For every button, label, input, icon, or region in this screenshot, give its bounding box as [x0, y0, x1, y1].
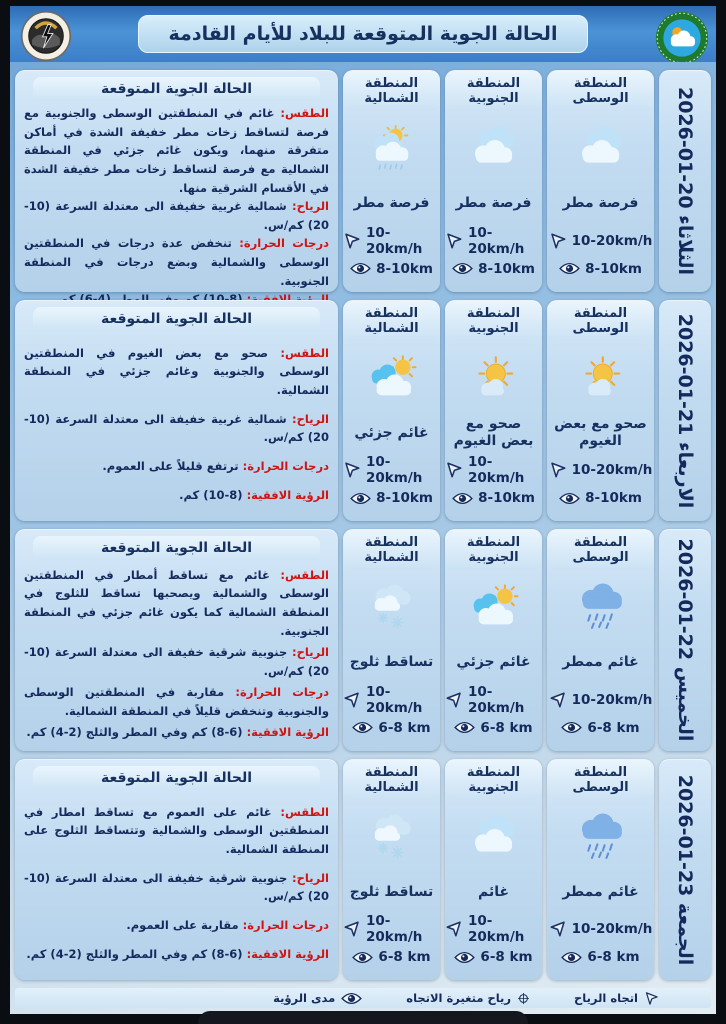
wind-speed: 10-20km/h [468, 454, 525, 486]
region-name: المنطقة الجنوبية [445, 71, 542, 111]
wind-speed: 10-20km/h [366, 224, 423, 257]
visibility-value: 8-10km [376, 260, 433, 277]
visibility-value: 8-10km [478, 490, 535, 506]
date-label: الاربعاء 21-01-2026 [674, 313, 696, 508]
wind-direction-icon [343, 232, 361, 250]
forecast-content [10, 62, 716, 1014]
condition-text: غائم جزئي [354, 424, 429, 441]
weather-line: الطقس: غائم على العموم مع تساقط امطار في المنطقتين الوسطى والشمالية وتتساقط الثلوج على المنطقة الشمالية. [24, 804, 329, 856]
wind-line: الرياح: شمالية غربية خفيفة الى معتدلة السرعة (10-20) كم/س. [24, 411, 329, 445]
temperature-line: درجات الحرارة: ترتفع قليلاً على العموم. [102, 459, 329, 474]
wind-direction-icon [445, 232, 463, 250]
wind-row [343, 224, 440, 257]
wind-speed: 10-20km/h [571, 691, 653, 708]
wind-row [343, 915, 440, 943]
visibility-value: 6-8 km [480, 949, 533, 965]
visibility-value: 8-10km [585, 260, 642, 277]
visibility-value: 8-10km [478, 260, 535, 277]
wind-row [445, 224, 542, 257]
wind-speed: 10-20km/h [366, 454, 423, 486]
weather-icon [343, 576, 440, 640]
meteorology-department-seal-logo [20, 10, 72, 66]
visibility-line: الرؤية الافقية: (6-8) كم وفي المطر والثلج (2-4) كم. [26, 725, 329, 740]
wind-direction-icon [343, 461, 361, 479]
visibility-line: الرؤية الافقية: (8-10) كم. [179, 488, 329, 503]
weather-line: الطقس: غائم في المنطقتين الوسطى والجنوبية مع فرصة لتساقط زخات مطر خفيفة الشدة في أماكن متفرقة منهما، ويكون غائم جزئي في المنطقة الشمالية مع فرصة لتساقط زخات مطر خفيفة الشدة في الأقسام الشرقية منها. [24, 106, 329, 195]
region-name: المنطقة الوسطى [547, 301, 654, 341]
condition-text: تساقط ثلوج [349, 883, 434, 900]
bottom-tab [198, 1011, 528, 1024]
eye-icon [341, 992, 362, 1005]
wind-direction-icon [445, 691, 463, 709]
wind-row [547, 686, 654, 714]
region-name: المنطقة الجنوبية [445, 530, 542, 570]
wind-row [445, 683, 542, 716]
date-strip [659, 70, 711, 292]
wind-direction-icon [343, 691, 361, 709]
wind-direction-icon [445, 920, 463, 938]
weather-icon [547, 117, 654, 181]
wind-speed: 10-20km/h [468, 224, 525, 257]
wind-line: الرياح: شمالية غربية خفيفة الى معتدلة السرعة (10-20) كم/س. [24, 199, 329, 232]
wind-direction-icon [549, 691, 567, 709]
day-row-thursday [15, 529, 711, 751]
region-cell-southern [445, 759, 542, 981]
eye-icon [352, 721, 373, 734]
forecast-title: الحالة الجوية المتوقعة [33, 536, 320, 560]
region-cell-northern [343, 300, 440, 522]
visibility-row [343, 484, 440, 512]
forecast-body [24, 104, 329, 309]
region-name: المنطقة الوسطى [547, 71, 654, 111]
eye-icon [561, 721, 582, 734]
header-band [10, 6, 716, 62]
region-cell-northern [343, 529, 440, 751]
forecast-box [15, 70, 338, 292]
date-strip [659, 300, 711, 522]
region-name: المنطقة الجنوبية [445, 301, 542, 341]
condition-text: صحو مع بعض الغيوم [453, 415, 534, 450]
wind-line: الرياح: جنوبية شرقية خفيفة الى معتدلة السرعة (10-20) كم/س. [24, 870, 329, 904]
wind-row [547, 456, 654, 484]
visibility-row [547, 714, 654, 742]
wind-row [445, 915, 542, 943]
condition-text: غائم [477, 883, 510, 900]
region-cell-southern [445, 70, 542, 292]
visibility-row [343, 255, 440, 283]
meteorology-authority-emblem-logo [654, 10, 710, 70]
temperature-line: درجات الحرارة: مقاربة في المنطقتين الوسطى والجنوبية وتنخفض قليلاً في المنطقة الشمالية. [24, 685, 329, 718]
region-name: المنطقة الشمالية [343, 301, 440, 341]
visibility-value: 8-10km [376, 490, 433, 506]
wind-row [445, 456, 542, 484]
region-cell-southern [445, 529, 542, 751]
region-cell-southern [445, 300, 542, 522]
visibility-row [445, 714, 542, 742]
region-cell-northern [343, 70, 440, 292]
wind-speed: 10-20km/h [468, 913, 525, 945]
condition-text: فرصة مطر [353, 195, 430, 211]
visibility-row [445, 943, 542, 971]
wind-arrow-icon [644, 991, 659, 1006]
condition-text: صحو مع بعض الغيوم [554, 415, 647, 450]
region-cell-northern [343, 759, 440, 981]
condition-text: غائم ممطر [562, 654, 639, 670]
weather-line: الطقس: صحو مع بعض الغيوم في المنطقتين الوسطى والجنوبية وغائم جزئي في المنطقة الشمالية. [24, 345, 330, 397]
visibility-value: 6-8 km [378, 719, 431, 736]
forecast-box [15, 300, 338, 522]
wind-speed: 10-20km/h [366, 683, 423, 716]
condition-text: غائم جزئي [456, 654, 531, 670]
date-strip [659, 759, 711, 981]
eye-icon [559, 492, 580, 505]
wind-direction-icon [445, 461, 463, 479]
weather-icon [445, 576, 542, 640]
weather-icon [445, 806, 542, 870]
visibility-row [547, 484, 654, 512]
day-row-wednesday [15, 300, 711, 522]
wind-direction-icon [549, 461, 567, 479]
temperature-line: درجات الحرارة: تنخفض عدة درجات في المنطقتين الوسطى والشمالية وبضع درجات في المنطقة الجنوبية. [24, 236, 329, 288]
date-strip [659, 529, 711, 751]
weather-icon [547, 806, 654, 870]
eye-icon [454, 721, 475, 734]
weather-icon [343, 117, 440, 181]
eye-icon [452, 492, 473, 505]
eye-icon [350, 262, 371, 275]
wind-speed: 10-20km/h [571, 921, 653, 937]
region-cell-central [547, 70, 654, 292]
forecast-body [24, 793, 329, 975]
visibility-row [343, 714, 440, 742]
date-label: الخميس 22-01-2026 [674, 538, 696, 742]
forecast-body [24, 563, 329, 745]
condition-text: غائم ممطر [562, 883, 639, 900]
forecast-title: الحالة الجوية المتوقعة [33, 307, 320, 331]
visibility-row [445, 484, 542, 512]
wind-row [547, 227, 654, 255]
region-cell-central [547, 759, 654, 981]
variable-wind-icon [517, 992, 530, 1005]
visibility-row [343, 943, 440, 971]
eye-icon [350, 492, 371, 505]
eye-icon [559, 262, 580, 275]
wind-row [547, 915, 654, 943]
page-title: الحالة الجوية المتوقعة للبلاد للأيام القادمة [138, 15, 589, 53]
day-row-friday [15, 759, 711, 981]
wind-speed: 10-20km/h [571, 462, 653, 478]
visibility-row [547, 943, 654, 971]
forecast-title: الحالة الجوية المتوقعة [33, 77, 320, 101]
visibility-row [445, 255, 542, 283]
legend-bar [15, 988, 711, 1008]
forecast-title: الحالة الجوية المتوقعة [33, 766, 320, 790]
region-name: المنطقة الوسطى [547, 530, 654, 570]
condition-text: فرصة مطر [562, 195, 639, 211]
wind-speed: 10-20km/h [366, 913, 423, 945]
forecast-body [24, 334, 329, 516]
wind-direction-icon [549, 232, 567, 250]
eye-icon [452, 262, 473, 275]
wind-row [343, 683, 440, 716]
wind-row [343, 456, 440, 484]
condition-text: تساقط ثلوج [349, 654, 434, 670]
visibility-value: 8-10km [585, 490, 642, 506]
temperature-line: درجات الحرارة: مقاربة على العموم. [126, 918, 329, 933]
eye-icon [454, 951, 475, 964]
visibility-value: 6-8 km [587, 719, 640, 736]
wind-speed: 10-20km/h [468, 683, 525, 716]
legend-label: مدى الرؤية [273, 991, 336, 1005]
weather-icon [547, 347, 654, 411]
forecast-box [15, 529, 338, 751]
eye-icon [561, 951, 582, 964]
weather-icon [547, 576, 654, 640]
weather-icon [343, 806, 440, 870]
legend-wind-direction [574, 991, 659, 1006]
visibility-value: 6-8 km [480, 719, 533, 736]
weather-icon [445, 117, 542, 181]
condition-text: فرصة مطر [455, 195, 532, 211]
weather-icon [343, 347, 440, 411]
region-name: المنطقة الشمالية [343, 530, 440, 570]
wind-speed: 10-20km/h [571, 232, 653, 249]
region-cell-central [547, 300, 654, 522]
date-label: الثلاثاء 20-01-2026 [674, 87, 696, 276]
region-name: المنطقة الوسطى [547, 760, 654, 800]
weather-line: الطقس: غائم مع تساقط أمطار في المنطقتين الوسطى والشمالية ويصحبها تساقط للثلوج في المنطقة الشمالية كما يكون غائم جزئي في المنطقة الجنوبية. [24, 567, 329, 638]
wind-direction-icon [343, 920, 361, 938]
legend-visibility [273, 991, 362, 1005]
legend-label: رياح متغيرة الاتجاه [406, 991, 511, 1005]
visibility-value: 6-8 km [587, 949, 640, 965]
legend-variable-wind [406, 991, 530, 1005]
day-row-tuesday [15, 70, 711, 292]
visibility-row [547, 255, 654, 283]
date-label: الجمعة 23-01-2026 [674, 774, 696, 966]
forecast-box [15, 759, 338, 981]
wind-direction-icon [549, 920, 567, 938]
eye-icon [352, 951, 373, 964]
visibility-value: 6-8 km [378, 949, 431, 965]
region-name: المنطقة الجنوبية [445, 760, 542, 800]
legend-label: اتجاه الرياح [574, 991, 638, 1005]
region-cell-central [547, 529, 654, 751]
wind-line: الرياح: جنوبية شرقية خفيفة الى معتدلة السرعة (10-20) كم/س. [24, 645, 329, 678]
visibility-line: الرؤية الافقية: (6-8) كم وفي المطر والثلج (2-4) كم. [26, 947, 329, 962]
weather-icon [445, 347, 542, 411]
region-name: المنطقة الشمالية [343, 760, 440, 800]
region-name: المنطقة الشمالية [343, 71, 440, 111]
